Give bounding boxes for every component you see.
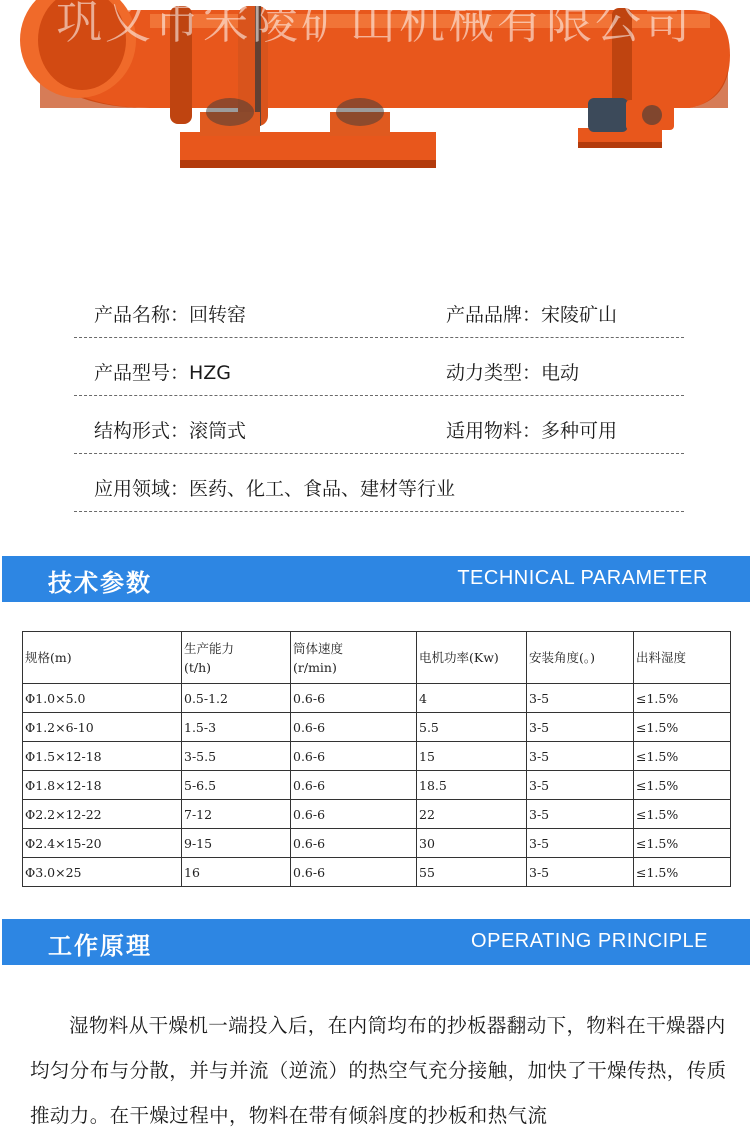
cell-angle: 3-5 <box>527 800 634 829</box>
cell-spec: Φ2.2×12-22 <box>23 800 182 829</box>
table-header-row <box>23 632 731 684</box>
spec-product-model: 产品型号：HZG <box>94 362 232 384</box>
table-row <box>23 800 731 829</box>
cell-angle: 3-5 <box>527 858 634 887</box>
banner-title-cn: 技术参数 <box>48 569 152 597</box>
cell-motor-power: 18.5 <box>417 771 527 800</box>
cell-motor-power: 5.5 <box>417 713 527 742</box>
table-row <box>23 771 731 800</box>
header-angle: 安装角度(。) <box>527 632 634 684</box>
cell-spec: Φ1.0×5.0 <box>23 684 182 713</box>
spec-product-name: 产品名称：回转窑 <box>94 304 247 326</box>
header-capacity: 生产能力 (t/h) <box>182 632 291 684</box>
cell-spec: Φ1.2×6-10 <box>23 713 182 742</box>
cell-speed: 0.6-6 <box>291 800 417 829</box>
cell-moisture: ≤1.5% <box>634 684 731 713</box>
spec-materials: 适用物料：多种可用 <box>446 420 618 442</box>
cell-angle: 3-5 <box>527 771 634 800</box>
cell-capacity: 5-6.5 <box>182 771 291 800</box>
spec-row <box>74 338 684 396</box>
cell-motor-power: 55 <box>417 858 527 887</box>
principle-paragraph: 湿物料从干燥机一端投入后，在内筒均布的抄板器翻动下，物料在干燥器内均匀分布与分散，并与并流（逆流）的热空气充分接触，加快了干燥传热，传质推动力。在干燥过程中，物料在带有倾斜度的抄板和热气流 <box>30 1014 727 1127</box>
drive-motor <box>588 98 628 132</box>
spec-row <box>74 280 684 338</box>
banner-title-cn: 工作原理 <box>48 932 152 960</box>
header-motor-power: 电机功率(Kw) <box>417 632 527 684</box>
product-photo <box>0 0 750 240</box>
table-row <box>23 858 731 887</box>
banner-title-en: TECHNICAL PARAMETER <box>457 567 708 589</box>
table-row <box>23 684 731 713</box>
spec-power-type: 动力类型：电动 <box>446 362 580 384</box>
cell-angle: 3-5 <box>527 742 634 771</box>
cell-moisture: ≤1.5% <box>634 858 731 887</box>
cell-motor-power: 30 <box>417 829 527 858</box>
header-speed: 筒体速度 (r/min) <box>291 632 417 684</box>
technical-parameter-banner <box>2 556 750 602</box>
table-row <box>23 742 731 771</box>
parameter-table <box>22 631 731 887</box>
operating-principle-banner <box>2 919 750 965</box>
cell-angle: 3-5 <box>527 684 634 713</box>
cell-speed: 0.6-6 <box>291 684 417 713</box>
cell-speed: 0.6-6 <box>291 742 417 771</box>
cell-capacity: 0.5-1.2 <box>182 684 291 713</box>
cell-angle: 3-5 <box>527 713 634 742</box>
table-row <box>23 829 731 858</box>
company-watermark: 巩义市宋陵矿山机械有限公司 <box>56 0 693 49</box>
spec-row <box>74 396 684 454</box>
cell-spec: Φ2.4×15-20 <box>23 829 182 858</box>
spec-structure: 结构形式：滚筒式 <box>94 420 247 442</box>
cell-capacity: 16 <box>182 858 291 887</box>
cell-spec: Φ1.5×12-18 <box>23 742 182 771</box>
cell-motor-power: 15 <box>417 742 527 771</box>
cell-angle: 3-5 <box>527 829 634 858</box>
header-spec: 规格(m) <box>23 632 182 684</box>
cell-capacity: 9-15 <box>182 829 291 858</box>
banner-title-en: OPERATING PRINCIPLE <box>471 930 708 952</box>
cell-speed: 0.6-6 <box>291 771 417 800</box>
cell-speed: 0.6-6 <box>291 829 417 858</box>
cell-motor-power: 4 <box>417 684 527 713</box>
cell-spec: Φ1.8×12-18 <box>23 771 182 800</box>
table-row <box>23 713 731 742</box>
cell-moisture: ≤1.5% <box>634 771 731 800</box>
cell-speed: 0.6-6 <box>291 858 417 887</box>
cell-capacity: 3-5.5 <box>182 742 291 771</box>
cell-moisture: ≤1.5% <box>634 742 731 771</box>
cell-capacity: 7-12 <box>182 800 291 829</box>
cell-moisture: ≤1.5% <box>634 829 731 858</box>
spec-product-brand: 产品品牌：宋陵矿山 <box>446 304 618 326</box>
cell-capacity: 1.5-3 <box>182 713 291 742</box>
spec-application: 应用领域：医药、化工、食品、建材等行业 <box>94 478 456 500</box>
cell-moisture: ≤1.5% <box>634 800 731 829</box>
header-moisture: 出料湿度 <box>634 632 731 684</box>
cell-moisture: ≤1.5% <box>634 713 731 742</box>
spec-row <box>74 454 684 512</box>
cell-spec: Φ3.0×25 <box>23 858 182 887</box>
cell-motor-power: 22 <box>417 800 527 829</box>
product-spec-list <box>74 280 684 514</box>
cell-speed: 0.6-6 <box>291 713 417 742</box>
